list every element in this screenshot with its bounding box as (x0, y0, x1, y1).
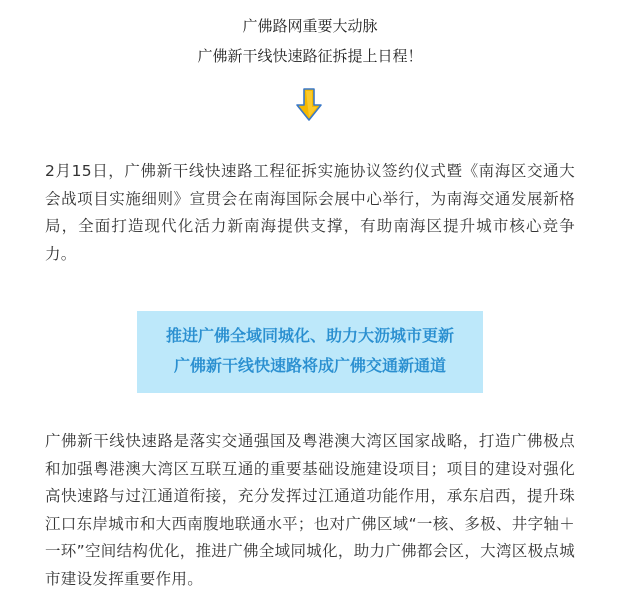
down-arrow-icon (295, 88, 323, 122)
body-paragraph: 广佛新干线快速路是落实交通强国及粤港澳大湾区国家战略，打造广佛极点和加强粤港澳大湾区互联互通的重要基础设施建设项目；项目的建设对强化高快速路与过江通道衔接，充分发挥过江通道功能作用，承东启西，提升珠江口东岸城市和大西南腹地联通水平；也对广佛区域“一核、多极、井字轴＋一环”空间结构优化，推进广佛全域同城化，助力广佛都会区，大湾区极点城市建设发挥重要作用。 (45, 432, 575, 588)
headline-line-1: 广佛路网重要大动脉 (242, 17, 378, 35)
intro-paragraph: 2月15日，广佛新干线快速路工程征拆实施协议签约仪式暨《南海区交通大会战项目实施细则》宣贯会在南海国际会展中心举行，为南海交通发展新格局，全面打造现代化活力新南海提供支撑，有助南海区提升城市核心竞争力。 (45, 162, 575, 263)
headline-line-2: 广佛新干线快速路征拆提上日程！ (197, 47, 423, 65)
highlight-callout (137, 311, 483, 393)
callout-line-2: 广佛新干线快速路将成广佛交通新通道 (173, 356, 446, 375)
callout-line-1: 推进广佛全域同城化、助力大沥城市更新 (165, 326, 454, 345)
